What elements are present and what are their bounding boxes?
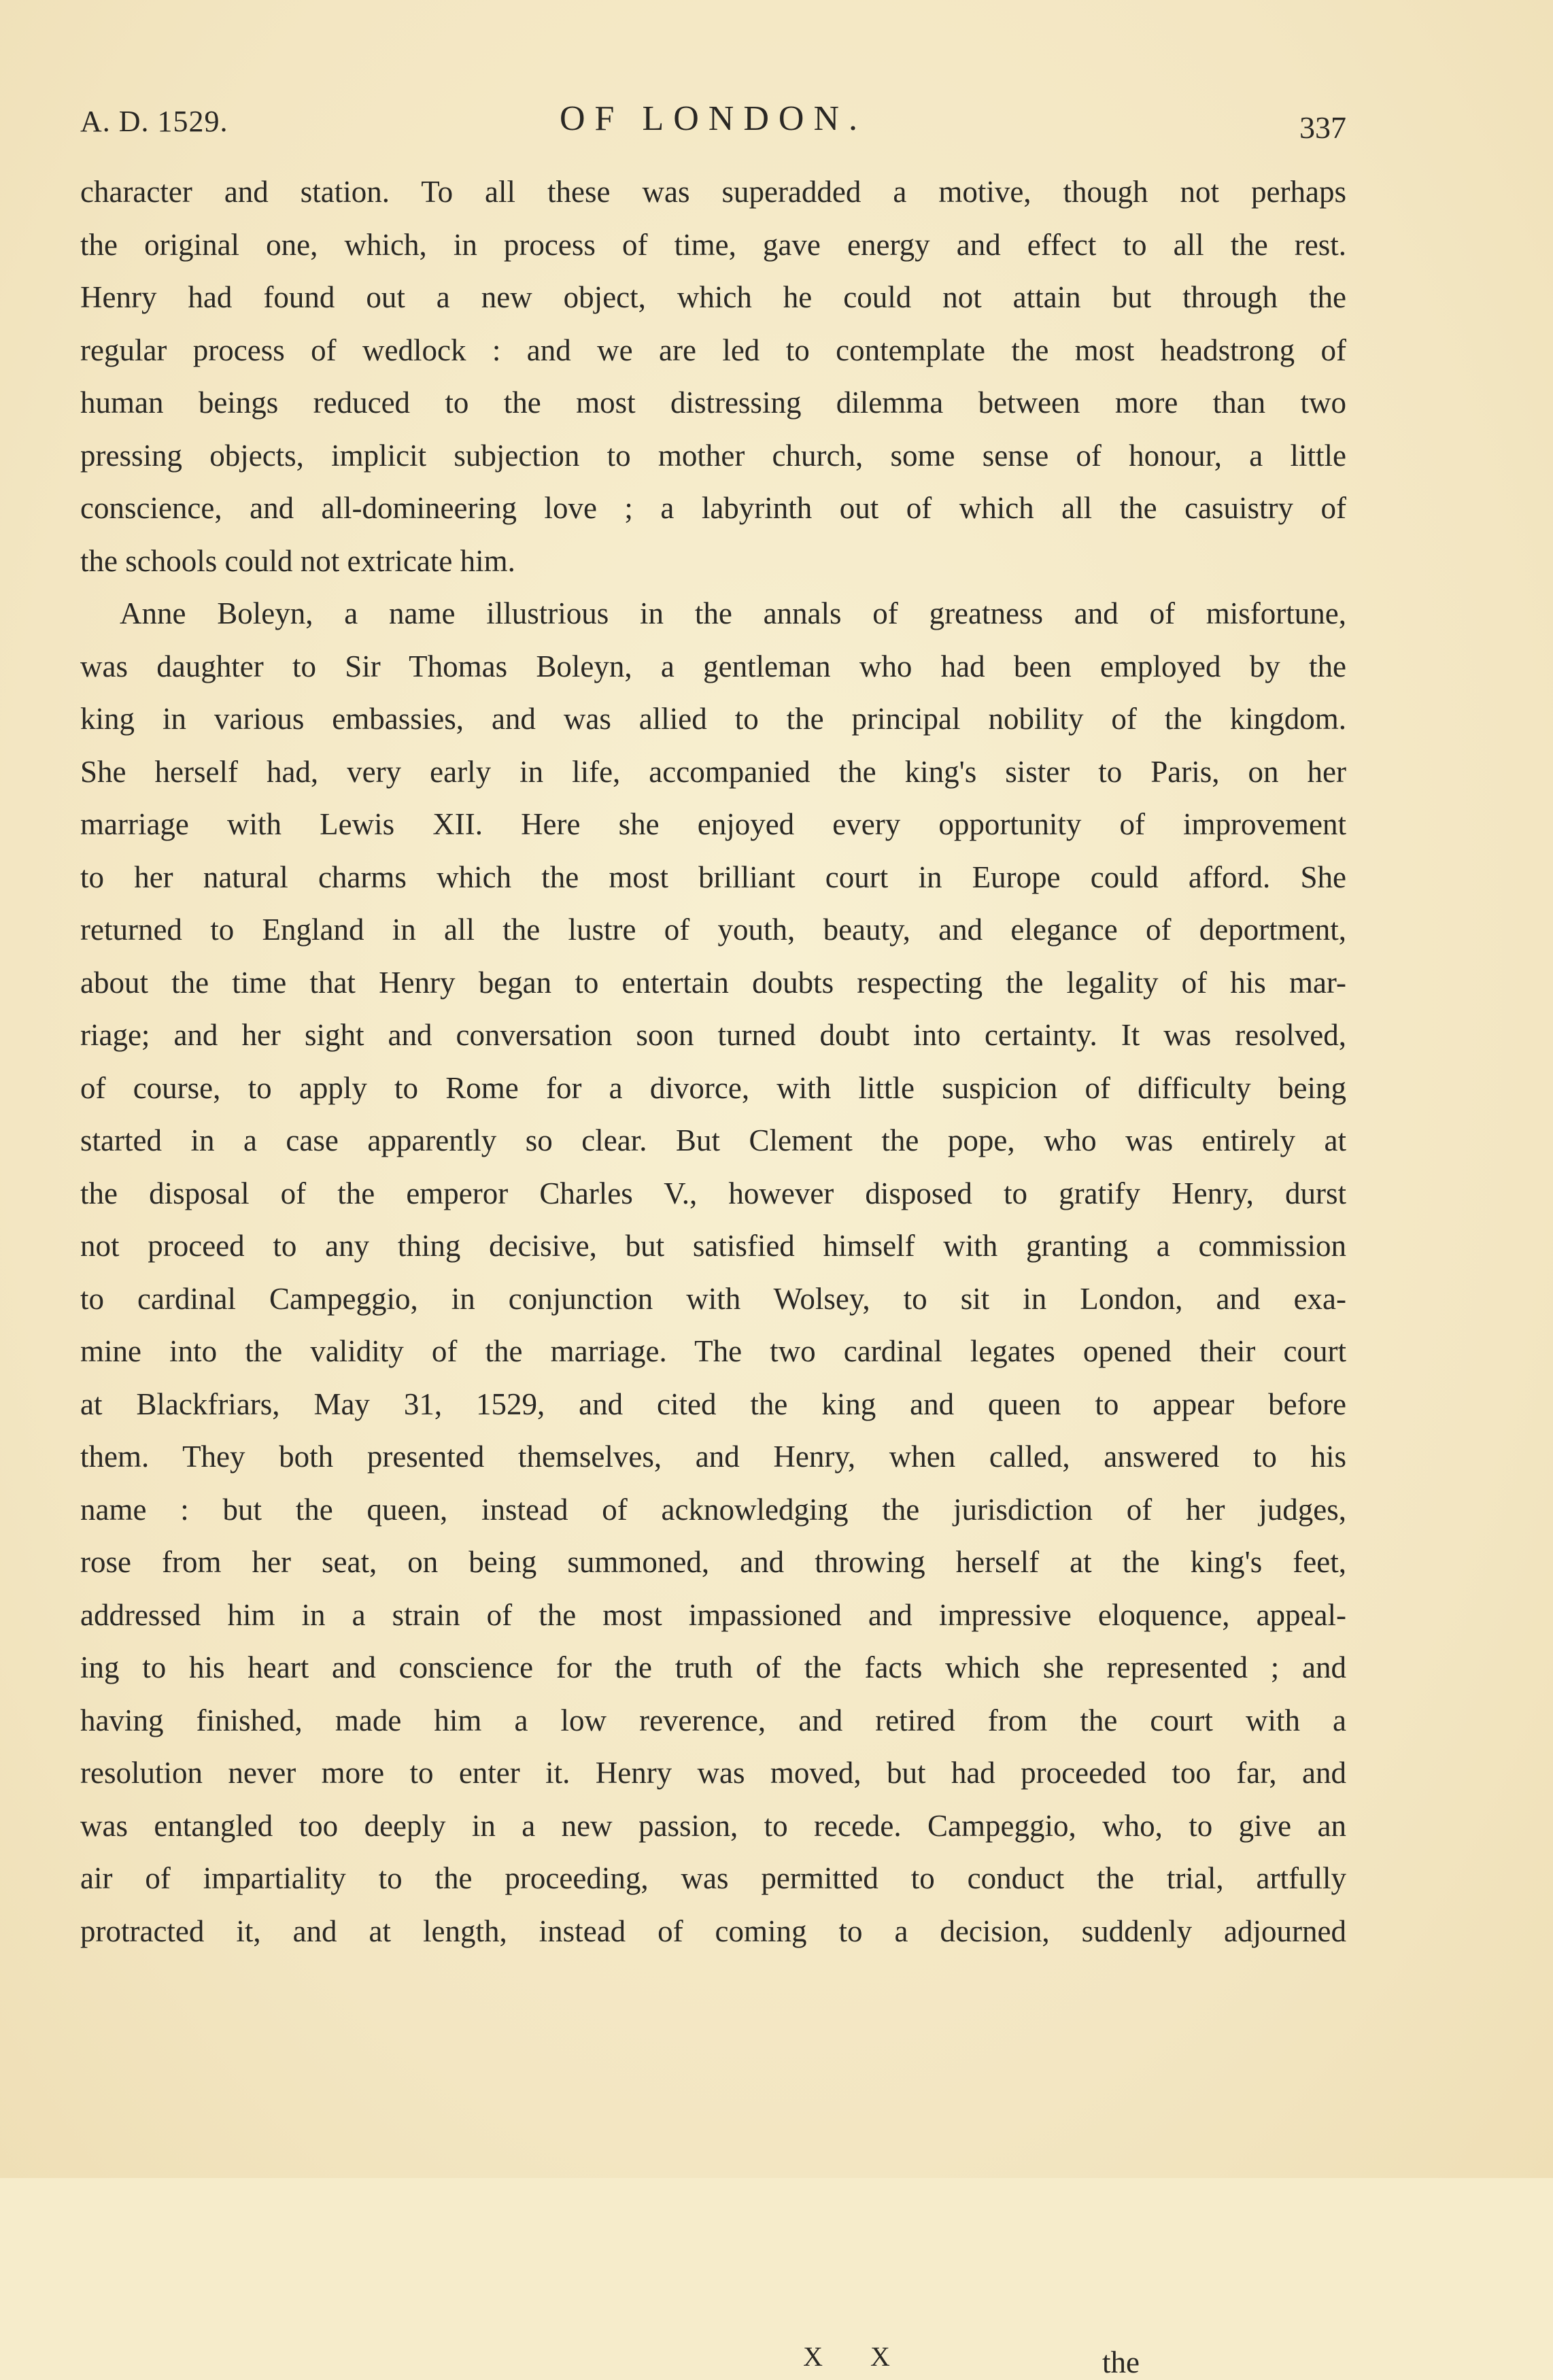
text-line: air of impartiality to the proceeding, was permitted to conduct the trial, artfully xyxy=(80,1861,1346,1895)
text-line: the schools could not extricate him. xyxy=(80,543,515,578)
text-line: to cardinal Campeggio, in conjunction with Wolsey, to sit in London, and exa- xyxy=(80,1281,1346,1316)
text-line: rose from her seat, on being summoned, and throwing herself at the king's feet, xyxy=(80,1545,1346,1579)
text-line: was daughter to Sir Thomas Boleyn, a gentleman who had been employed by the xyxy=(80,649,1346,683)
text-line: regular process of wedlock : and we are led to contemplate the most headstrong of xyxy=(80,333,1346,367)
text-line: name : but the queen, instead of acknowledging the jurisdiction of her judges, xyxy=(80,1492,1346,1527)
text-line: human beings reduced to the most distressing dilemma between more than two xyxy=(80,386,1346,420)
text-line: marriage with Lewis XII. Here she enjoyed every opportunity of improvement xyxy=(80,807,1346,841)
text-line: king in various embassies, and was allied to the principal nobility of the kingdom. xyxy=(80,702,1346,736)
text-line: them. They both presented themselves, and Henry, when called, answered to his xyxy=(80,1440,1346,1474)
running-header xyxy=(80,99,1346,153)
text-line: She herself had, very early in life, accompanied the king's sister to Paris, on her xyxy=(80,754,1346,789)
text-line: to her natural charms which the most brilliant court in Europe could afford. She xyxy=(80,860,1346,894)
text-line: having finished, made him a low reverence, and retired from the court with a xyxy=(80,1703,1346,1737)
text-line: character and station. To all these was superadded a motive, though not perhaps xyxy=(80,175,1346,209)
text-line: mine into the validity of the marriage. The two cardinal legates opened their court xyxy=(80,1334,1346,1368)
text-line: was entangled too deeply in a new passion, to recede. Campeggio, who, to give an xyxy=(80,1808,1346,1843)
text-line: Henry had found out a new object, which he could not attain but through the xyxy=(80,280,1346,314)
header-year: A. D. 1529. xyxy=(80,105,228,138)
text-line: protracted it, and at length, instead of coming to a decision, suddenly adjourned xyxy=(80,1914,1346,1948)
text-line: pressing objects, implicit subjection to mother church, some sense of honour, a little xyxy=(80,438,1346,473)
paragraph-start-line: Anne Boleyn, a name illustrious in the annals of greatness and of misfortune, xyxy=(120,596,1346,630)
text-line: not proceed to any thing decisive, but satisfied himself with granting a commission xyxy=(80,1229,1346,1263)
text-line: about the time that Henry began to entertain doubts respecting the legality of his mar- xyxy=(80,965,1346,1000)
text-line: the original one, which, in process of time, gave energy and effect to all the rest. xyxy=(80,227,1346,262)
page-number: 337 xyxy=(1299,110,1346,145)
signature-mark: X X xyxy=(803,2341,910,2372)
text-line: at Blackfriars, May 31, 1529, and cited the king and queen to appear before xyxy=(80,1387,1346,1421)
text-line: riage; and her sight and conversation soon turned doubt into certainty. It was resolved, xyxy=(80,1018,1346,1052)
text-line: the disposal of the emperor Charles V., however disposed to gratify Henry, durst xyxy=(80,1176,1346,1210)
text-line: ing to his heart and conscience for the truth of the facts which she represented ; and xyxy=(80,1650,1346,1684)
text-line: of course, to apply to Rome for a divorce, with little suspicion of difficulty being xyxy=(80,1070,1346,1105)
text-line: returned to England in all the lustre of youth, beauty, and elegance of deportment, xyxy=(80,913,1346,947)
text-line: addressed him in a strain of the most impassioned and impressive eloquence, appeal- xyxy=(80,1597,1346,1632)
text-line: started in a case apparently so clear. But Clement the pope, who was entirely at xyxy=(80,1123,1346,1157)
text-line: conscience, and all-domineering love ; a labyrinth out of which all the casuistry of xyxy=(80,491,1346,525)
text-line: resolution never more to enter it. Henry was moved, but had proceeded too far, and xyxy=(80,1756,1346,1790)
body-text xyxy=(80,166,1346,1958)
catchword: the xyxy=(1102,2345,1140,2379)
header-title: OF LONDON. xyxy=(560,99,867,138)
